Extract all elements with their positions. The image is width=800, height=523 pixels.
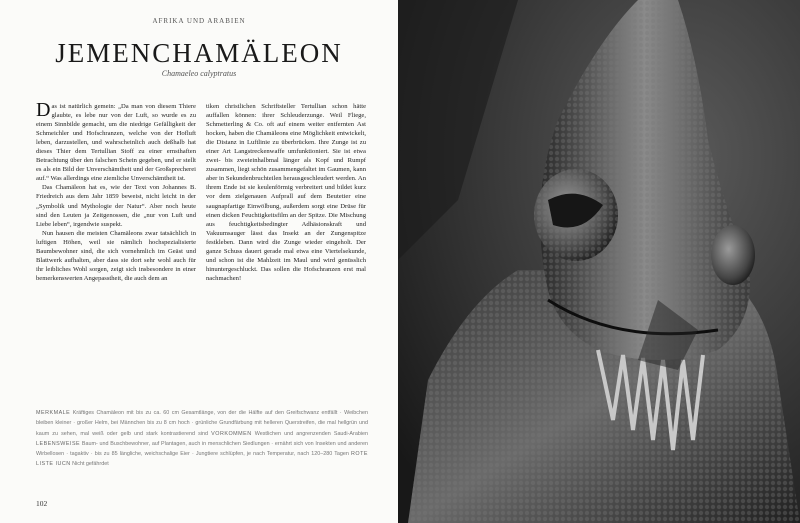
section-heading: AFRIKA UND ARABIEN: [152, 17, 246, 25]
facts-label-lebensweise: LEBENSWEISE: [36, 440, 81, 447]
left-page: [0, 0, 398, 523]
text-column-2: [206, 102, 366, 283]
paragraph: Das Chamäleon hat es, wie der Text von Johannes B. Friedreich aus dem Jahr 1859 beweist, nicht leicht in der „Symbolik und Mythologie der Natur“. Aber noch heute sind den Leuten ja Zeitgenossen, die „nur von Luft und Liebe leben“, irgendwie suspekt.: [36, 184, 196, 228]
facts-label-merkmale: MERKMALE: [36, 410, 71, 416]
paragraph: Nun hausen die meisten Chamäleons zwar tatsächlich in luftigen Höhen, weil sie nämlich hochspezialisierte Baumbewohner sind, die sich vornehmlich im Geäst und Blattwerk aufhalten, aber dass sie dort sehr wohl auch für ihr leibliches Wohl sorgen, zeigt sich insbesondere in einer bemerkenswerten Angepasstheit, die auch dem an: [36, 229, 196, 282]
paragraph: tiken christlichen Schriftsteller Tertullian schon hätte auffallen können: ihrer Schleuderzunge. Weil Fliege, Schmetterling & Co. oft auf einem weiter entfernten Ast hocken, haben die Chamäleons eine Möglichkeit entwickelt, die Distanz in Luftlinie zu überbrücken. Ihre Zunge ist zu einer Art Langstreckenwaffe umfunktioniert. Sie ist etwa zwei- bis zweieinhalbmal länger als Kopf und Rumpf zusammen, liegt schön zusammengefaltet im Gaumen, kann aber in Sekundenbruchteilen herausgeschleudert werden. An ihrem Ende ist sie keulenförmig verbreitert und bildet kurz vor dem zielgenauen Aufprall auf dem Beutetier eine saugnapfartige Einwölbung, außerdem sorgt eine Drüse für einen dicken Feuchtigkeitsfilm an der Spitze. Die Mischung aus feuchtigkeitsbedingter Adhäsionskraft und Vakuumsauger lässt das Insekt an der Zungenspitze festkleben. Dann wird die Zunge wieder eingeholt. Der ganze Schuss dauert gerade mal etwa eine Viertelsekunde, und schon ist die Mahlzeit im Maul und wird genüsslich hinuntergeschluckt. Das sollen die Hofschranzen erst mal nachmachen!: [206, 103, 366, 282]
facts-label-rote-liste: ROTE LISTE IUCN: [36, 451, 369, 468]
scientific-name: Chamaeleo calyptratus: [161, 69, 237, 78]
paragraph: [36, 99, 196, 183]
facts-label-vorkommen: VORKOMMEN: [211, 430, 252, 437]
page-number: 102: [36, 499, 48, 508]
facts-text-rote-liste: Nicht gefährdet: [72, 461, 109, 468]
text-column-1: [36, 99, 196, 283]
facts-text-merkmale: Kräftiges Chamäleon mit bis zu ca. 60 cm Gesamtlänge, von der die Hälfte auf den Greifschwanz entfällt · Weibchen bleiben kleiner · großer Helm, bei Männchen bis zu 8 cm hoch · grünliche Grundfärbung mit helleren Querstreifen, die mal hellgrün und kaum zu sehen, mal weiß oder gelb und stark kontrastierend sind: [36, 410, 368, 437]
chameleon-photo: [398, 0, 800, 523]
body-text: [36, 99, 366, 283]
facts-box: [36, 408, 368, 470]
paragraph-text: as ist natürlich gemein: „Da man von diesem Thiere glaubte, es lebe nur von der Luft, so wurde es zu einem Sinnbilde gemacht, um die niedrige Gefälligkeit der Schmeichler und Hofschranzen, welche von der Hofluft leben, darzustellen, und wahrscheinlich auch deßhalb hat dieses Thier dem Tertullian Stoff zu einer ernsthaften Betrachtung über den falschen Schein gegeben, und er stellt es als ein Bild der Unverschämtheit und der Großsprecherei auf.“ Was allerdings eine ziemliche Unverschämtheit ist.: [36, 103, 196, 183]
page-title: JEMENCHAMÄLEON: [55, 38, 343, 68]
facts-text-lebensweise: Baum- und Buschbewohner, auf Plantagen, auch in menschlichen Siedlungen · ernährt sich von Insekten und anderen Wirbellosen · tagaktiv · bis zu 85 längliche, weichschalige Eier · Jungtiere schlüpfen, je nach Temperatur, nach 120–280 Tagen: [36, 440, 368, 458]
chameleon-illustration: [398, 0, 800, 523]
facts-text-vorkommen: Westlichen und angrenzenden Saudi-Arabien: [254, 430, 369, 437]
drop-cap: D: [36, 99, 51, 121]
